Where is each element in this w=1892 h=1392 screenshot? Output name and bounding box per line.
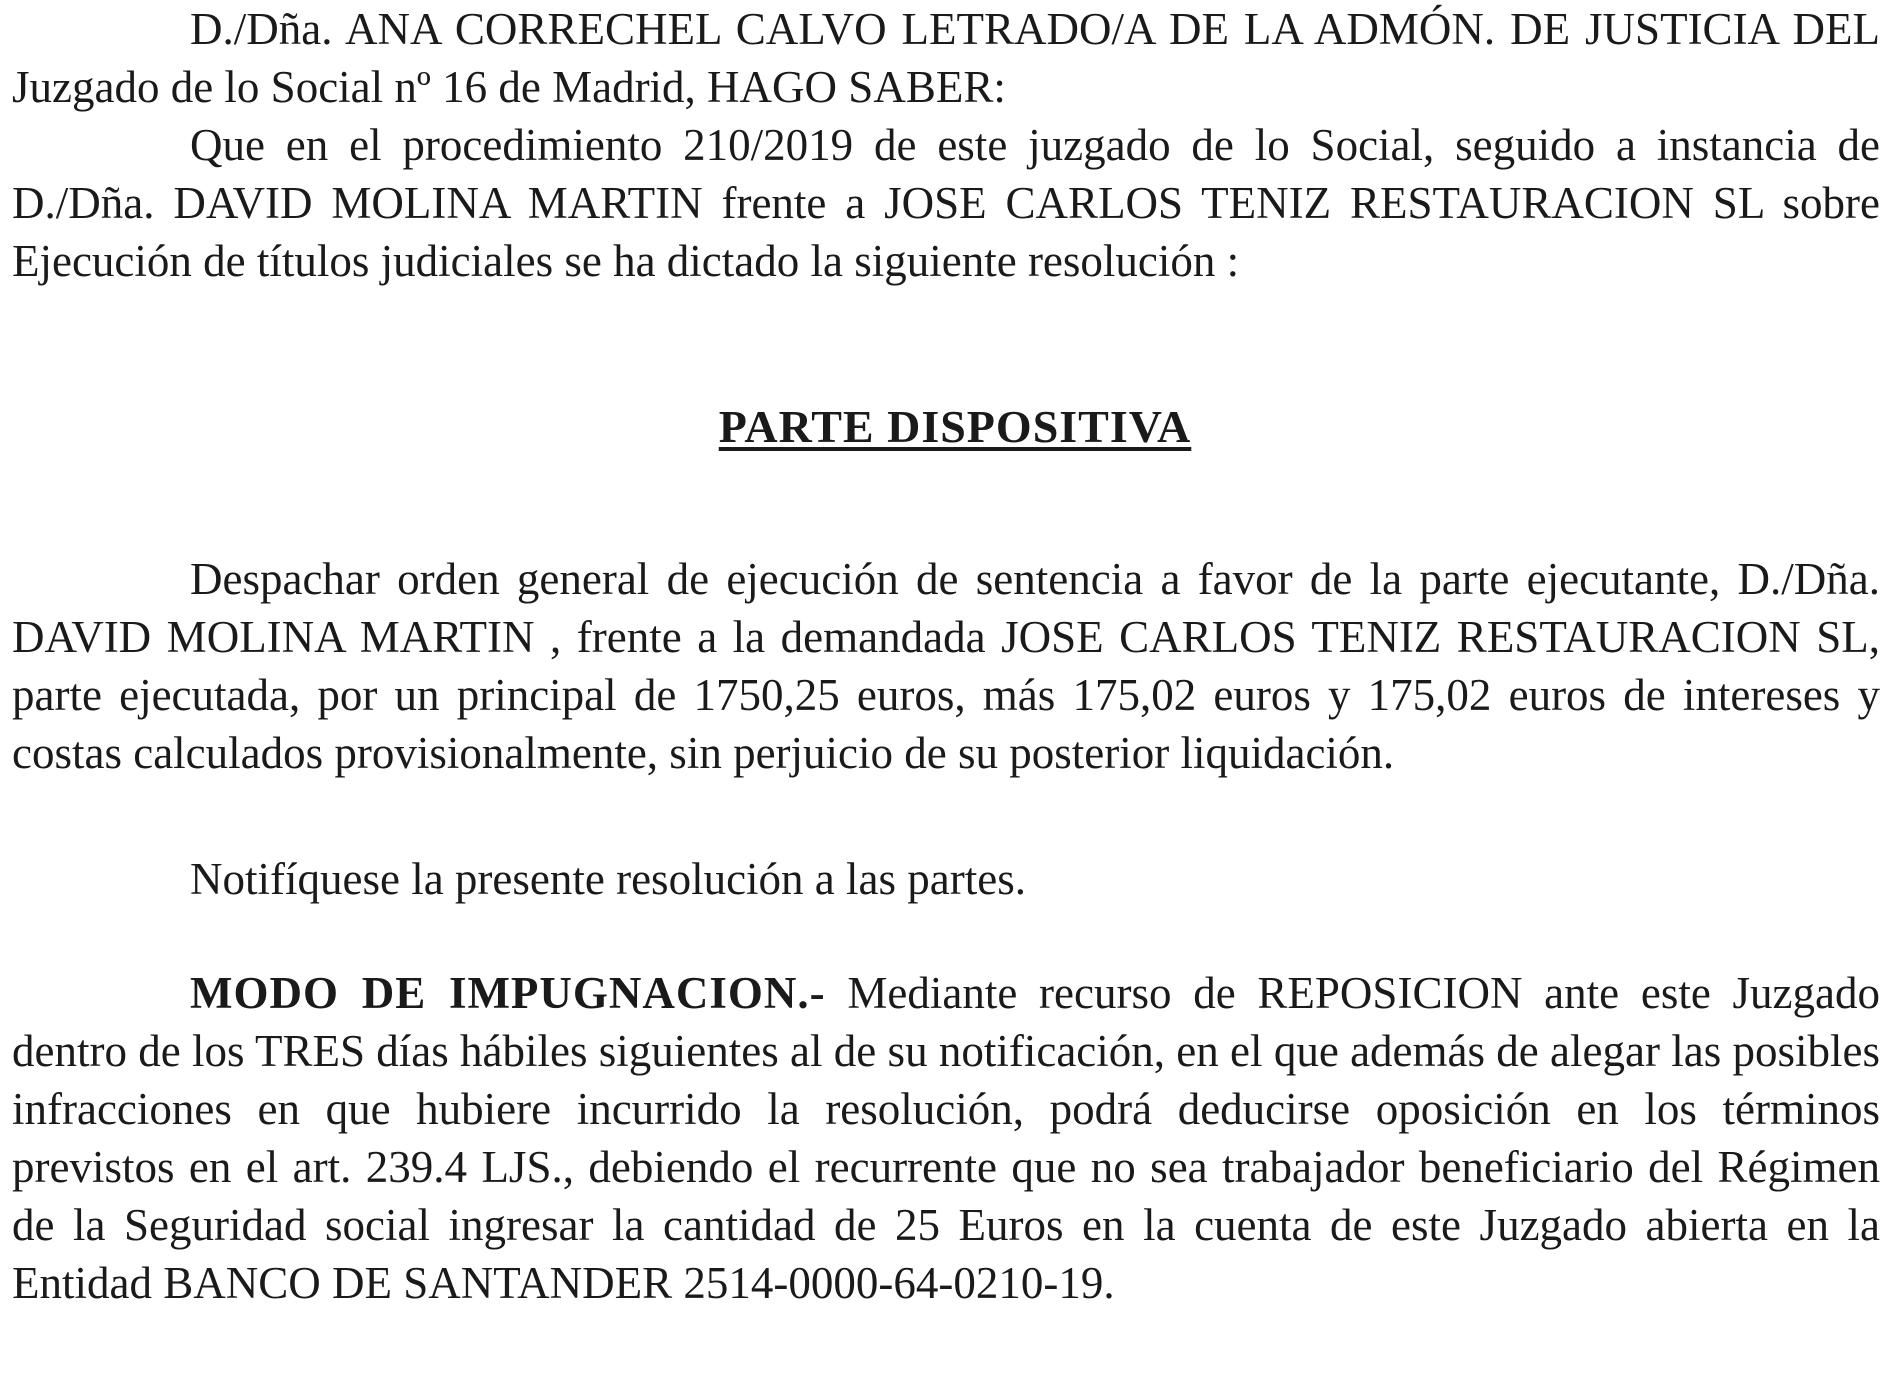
impugnacion-label: MODO DE IMPUGNACION.-	[190, 968, 826, 1018]
notify-paragraph: Notifíquese la presente resolución a las partes.	[190, 854, 1026, 904]
spacer	[12, 290, 1880, 398]
section-heading: PARTE DISPOSITIVA	[718, 401, 1192, 452]
impugnacion-paragraph	[12, 964, 1880, 1312]
dispositive-paragraph: Despachar orden general de ejecución de sentencia a favor de la parte ejecutante, D./Dña. DAVID MOLINA MARTIN , frente a la demandada JOSE CARLOS TENIZ RESTAURACION SL, parte ejecutada, por un principal de 1750,25 euros, más 175,02 euros y 175,02 euros de intereses y costas calculados provisionalmente, sin perjuicio de su posterior liquidación.	[12, 554, 1880, 778]
spacer	[12, 456, 1880, 550]
intro-paragraph: D./Dña. ANA CORRECHEL CALVO LETRADO/A DE LA ADMÓN. DE JUSTICIA DEL Juzgado de lo Social nº 16 de Madrid, HAGO SABER:	[12, 4, 1880, 112]
procedure-paragraph: Que en el procedimiento 210/2019 de este juzgado de lo Social, seguido a instancia de D./Dña. DAVID MOLINA MARTIN frente a JOSE CARLOS TENIZ RESTAURACION SL sobre Ejecución de títulos judiciales se ha dictado la siguiente resolución :	[12, 120, 1880, 286]
spacer	[12, 908, 1880, 964]
impugnacion-text: Mediante recurso de REPOSICION ante este Juzgado dentro de los TRES días hábiles siguientes al de su notificación, en el que además de alegar las posibles infracciones en que hubiere incurrido la resolución, podrá deducirse oposición en los términos previstos en el art. 239.4 LJS., debiendo el recurrente que no sea trabajador beneficiario del Régimen de la Seguridad social ingresar la cantidad de 25 Euros en la cuenta de este Juzgado abierta en la Entidad BANCO DE SANTANDER 2514-0000-64-0210-19.	[12, 968, 1880, 1308]
document-page	[12, 0, 1880, 1312]
spacer	[12, 782, 1880, 850]
